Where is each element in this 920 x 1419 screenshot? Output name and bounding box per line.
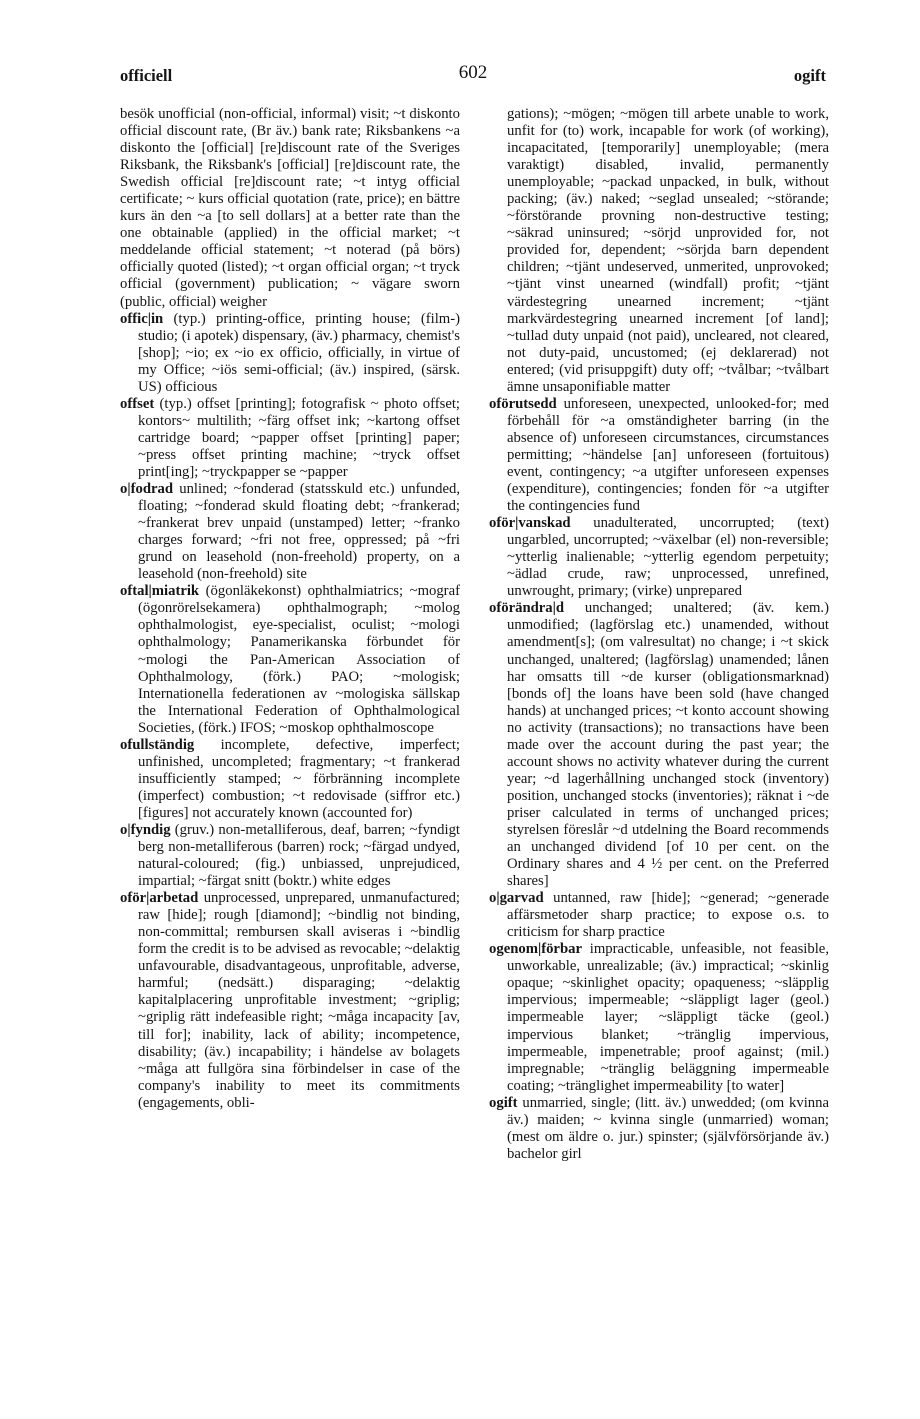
running-head: [120, 62, 826, 92]
entry-body: (typ.) printing-office, printing house; (film-) studio; (i apotek) dispensary, (äv.) pharmacy, chemist's [shop]; ~io; ex ~io ex officio, officially, in virtue of my Office; ~iös semi-official; (äv.) inspired, (särsk. US) officious: [138, 310, 460, 395]
entry-headword: oförändra|d: [489, 600, 565, 617]
dictionary-entry: [489, 941, 829, 1094]
dictionary-entry: [489, 1095, 829, 1163]
entry-headword: o|garvad: [489, 890, 544, 907]
dictionary-entry: [120, 481, 460, 583]
entry-headword: o|fyndig: [120, 821, 171, 838]
entry-body: unlined; ~fonderad (statsskuld etc.) unfunded, floating; ~fonderad skuld floating debt; ~frankerad; ~frankerat brev unpaid (unstamped) letter; ~franko charges forward; ~fri not free, oppressed; på ~fri grund on leasehold (non-freehold) property, on a leasehold (non-freehold) site: [138, 481, 460, 583]
entry-body: besök unofficial (non-official, informal) visit; ~t diskonto official discount rate, (Br äv.) bank rate; Riksbankens ~a diskonto the [official] [re]discount rate of the Sveriges Riksbank, the Riksbank's [official] [re]discount rate, the Swedish official [re]discount rate; ~t intyg official certificate; ~ kurs official quotation (rate, price); en bättre kurs än den ~a [to sell dollars] at a better rate than the one obtainable (applied) in the official market; ~t meddelande official statement; ~t noterad (på börs) officially quoted (listed); ~t organ official organ; ~t tryck official (government) publication; ~ vägare sworn (public, official) weigher: [120, 106, 460, 310]
dictionary-entry: [489, 890, 829, 941]
entry-body: gations); ~mögen; ~mögen till arbete unable to work, unfit for (to) work, incapable for work (of working), incapacitated, [temporarily] unemployable; (mera varaktigt) disabled, invalid, permanently unemployable; ~packad unpacked, in bulk, without packing; (äv.) naked; ~seglad unsealed; ~störande; ~förstörande provning non-destructive testing; ~säkrad uninsured; ~sörjd unprovided for, not provided for, dependent; ~sörjda barn dependent children; ~tjänt undeserved, unmerited, unprovoked; ~tjänt vinst unearned (windfall) profit; ~tjänt värdestegring unearned increment; ~tjänt markvärdestegring unearned increment [of land]; ~tullad duty unpaid (not paid), uncleared, not cleared, not duty-paid, uncustomed; (ej deklarerad) not entered; (vid prisuppgift) duty off; ~tvålbar; ~tvålbart ämne unsaponifiable matter: [507, 106, 829, 395]
dictionary-entry: [489, 396, 829, 515]
dictionary-entry: [120, 311, 460, 396]
entry-body: impracticable, unfeasible, not feasible, unworkable, unrealizable; (äv.) impractical; ~skinlig opaque; ~skinlighet opacity; opaqueness; ~släpplig impervious; impermeable; ~släppligt lager (geol.) impermeable layer; ~släppligt täcke (geol.) impervious blanket; ~tränglig impervious, impermeable, impenetrable; proof against; (mil.) impregnable; ~tränglig beläggning impermeable coating; ~tränglighet impermeability [to water]: [507, 941, 829, 1094]
entry-headword: ogenom|förbar: [489, 941, 582, 958]
entry-body: (typ.) offset [printing]; fotografisk ~ photo offset; kontors~ multilith; ~färg offset ink; ~kartong offset cartridge board; ~papper offset [printing] paper; ~press offset printing machine; ~tryck offset print[ing]; ~tryckpapper se ~papper: [138, 395, 460, 480]
entry-body: incomplete, defective, imperfect; unfinished, uncompleted; fragmentary; ~t frankerad insufficiently stamped; ~ förbränning incomplete (imperfect) combustion; ~t redovisade (siffror etc.) [figures] not accurately known (accounted for): [138, 736, 460, 821]
entry-headword: ogift: [489, 1094, 518, 1111]
entry-headword: o|fodrad: [120, 481, 174, 498]
dictionary-entry: [489, 106, 829, 396]
entry-headword: oför|arbetad: [120, 890, 199, 907]
dictionary-entry: [489, 600, 829, 890]
dictionary-entry: [120, 396, 460, 481]
entry-headword: offic|in: [120, 310, 164, 327]
entry-body: untanned, raw [hide]; ~generad; ~generade affärsmetoder sharp practice; to expose o.s. to criticism for sharp practice: [507, 890, 829, 941]
left-column: [120, 106, 460, 1112]
dictionary-entry: [120, 890, 460, 1112]
entry-headword: ofullständig: [120, 736, 195, 753]
entry-body: (gruv.) non-metalliferous, deaf, barren; ~fyndigt berg non-metalliferous (barren) rock; ~färgad undyed, natural-coloured; (fig.) unbiassed, unprejudiced, impartial; ~färgat snitt (boktr.) white edges: [138, 821, 460, 890]
entry-headword: offset: [120, 395, 155, 412]
dictionary-entry: [120, 583, 460, 736]
entry-body: unchanged; unaltered; (äv. kem.) unmodified; (lagförslag etc.) unamended, without amendment[s]; (om valresultat) no change; i ~t skick unchanged, unaltered; (lagförslag) unamended; lånen har omsatts till ~de kurser (obligationsmarknad) [bonds of] the loans have been sold (have changed hands) at unchanged prices; ~t konto account showing no activity (transactions); no transactions have been made over the account during the past year; the account shows no activity whatever during the current year; ~d lagerhållning unchanged stock (inventory) position, unchanged stocks (inventories); räknat i ~de priser calculated in terms of unchanged prices; styrelsen föreslår ~d utdelning the Board recommends an unchanged dividend [of 10 per cent. on the Ordinary shares and 4 ½ per cent. on the Preferred shares]: [507, 600, 829, 890]
entry-body: unprocessed, unprepared, unmanufactured; raw [hide]; rough [diamond]; ~bindlig not binding, non-committal; rembursen skall aviseras i ~bindlig form the credit is to be advised as revocable; ~delaktig unfavourable, disadvantageous, unprofitable, adverse, harmful; (nedsätt.) disparaging; ~delaktig kapitalplacering unprofitable investment; ~griplig; ~griplig rätt indefeasible right; ~måga incapacity [av, till for]; inability, lack of ability; incompetence, disability; (äv.) incapability; i händelse av bolagets ~måga att fullgöra sina förbindelser in case of the company's inability to meet its commitments (engagements, obli-: [138, 890, 460, 1111]
entry-body: unadulterated, uncorrupted; (text) ungarbled, uncorrupted; ~växelbar (el) non-reversible; ~ytterlig inalienable; ~ytterlig egendom perpetuity; ~ädlad crude, raw; unprocessed, unrefined, unwrought, primary; (virke) unprepared: [507, 515, 829, 600]
entry-headword: oftal|miatrik: [120, 583, 200, 600]
page-number: 602: [458, 62, 488, 83]
entry-headword: oförutsedd: [489, 395, 557, 412]
right-column: [489, 106, 829, 1163]
dictionary-entry: [120, 737, 460, 822]
entry-body: unmarried, single; (litt. äv.) unwedded; (om kvinna äv.) maiden; ~ kvinna single (unmarried) woman; (mest om äldre o. jur.) spinster; (självförsörjande äv.) bachelor girl: [507, 1094, 829, 1162]
guide-word-left: officiell: [120, 66, 173, 85]
guide-word-right: ogift: [793, 66, 826, 85]
entry-body: unforeseen, unexpected, unlooked-for; med förbehåll för ~a omständigheter barring (in the absence of) unforeseen circumstances, circumstances permitting; ~händelse [an] unforeseen (fortuitous) event, contingency; ~a utgifter unforeseen expenses (expenditure), contingencies; fonden för ~a utgifter the contingencies fund: [507, 395, 829, 515]
entry-headword: oför|vanskad: [489, 515, 571, 532]
dictionary-entry: [489, 515, 829, 600]
dictionary-entry: [120, 822, 460, 890]
entry-body: (ögonläkekonst) ophthalmiatrics; ~mograf (ögonrörelsekamera) ophthalmograph; ~molog ophthalmologist, eye-specialist, oculist; ~mologi ophthalmology; Panamerikanska förbundet för ~mologi the Pan-American Association of Ophthalmology, (förk.) PAO; ~mologisk; Internationella federationen av ~mologiska sällskap the International Federation of Ophthalmological Societies, (förk.) IFOS; ~moskop ophthalmoscope: [138, 583, 460, 736]
dictionary-entry: [120, 106, 460, 311]
